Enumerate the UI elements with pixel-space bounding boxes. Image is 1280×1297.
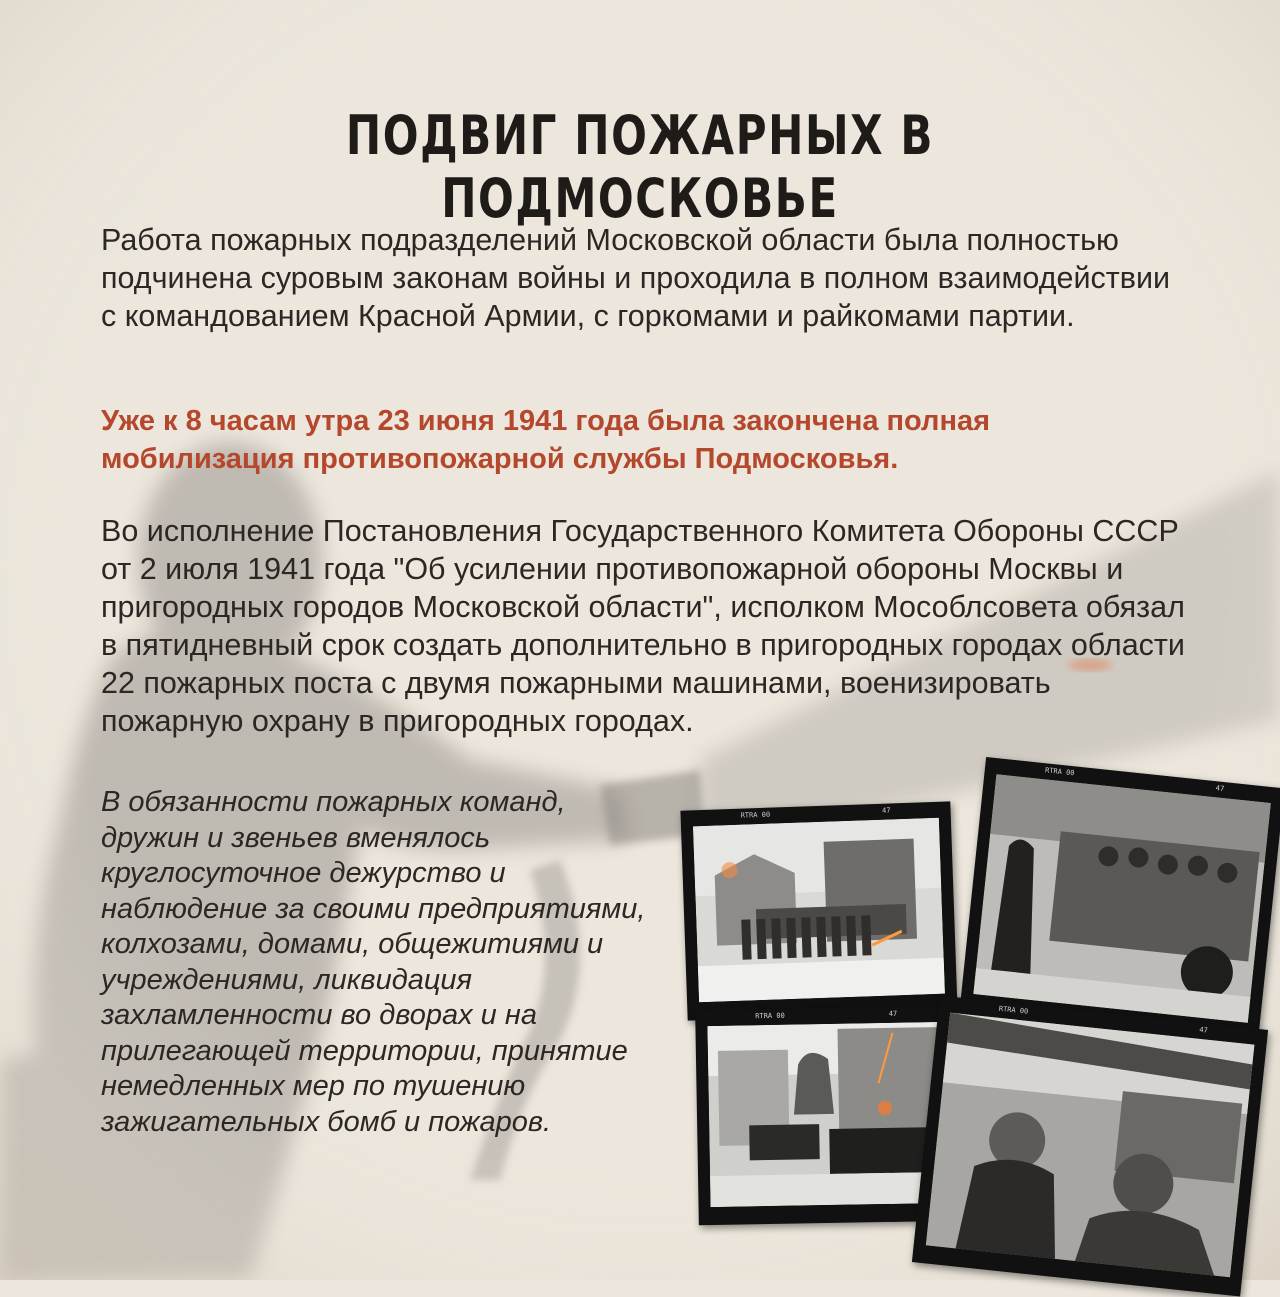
page-title: ПОДВИГ ПОЖАРНЫХ В ПОДМОСКОВЬЕ [345, 104, 935, 230]
photo-fire-truck-crew: RTRA 00 47 [959, 757, 1280, 1042]
decree-paragraph: Во исполнение Постановления Государственного Комитета Обороны СССР от 2 июля 1941 года "Об усилении противопожарной обороны Москвы и пригородных городов Московской области", исполком Мособлсовета обязал в пятидневный срок создать дополнительно в пригородных городах области 22 пожарных поста с двумя пожарными машинами, военизировать пожарную охрану в пригородных городах. [101, 514, 1185, 738]
intro-paragraph: Работа пожарных подразделений Московской области была полностью подчинена суровым законам войны и проходила в полном взаимодействии с командованием Красной Армии, с горкомами и райкомами партии. [101, 223, 1171, 333]
highlight-paragraph: Уже к 8 часам утра 23 июня 1941 года была закончена полная мобилизация противопожарной службы Подмосковья. [101, 405, 991, 475]
photo-firefighters-lineup: RTRA 00 47 [680, 801, 957, 1020]
photo-city-street-trucks: RTRA 00 47 [695, 1006, 961, 1226]
duties-paragraph: В обязанности пожарных команд, дружин и звеньев вменялось круглосуточное дежурство и наблюдение за своими предприятиями, колхозами, домами, общежитиями и учреждениями, ликвидация захламленности во дворах и на прилегающей территории, принятие немедленных мер по тушению зажигательных бомб и пожаров. [101, 786, 646, 1138]
photo-firefighters-helmets: RTRA 00 47 [912, 995, 1268, 1296]
